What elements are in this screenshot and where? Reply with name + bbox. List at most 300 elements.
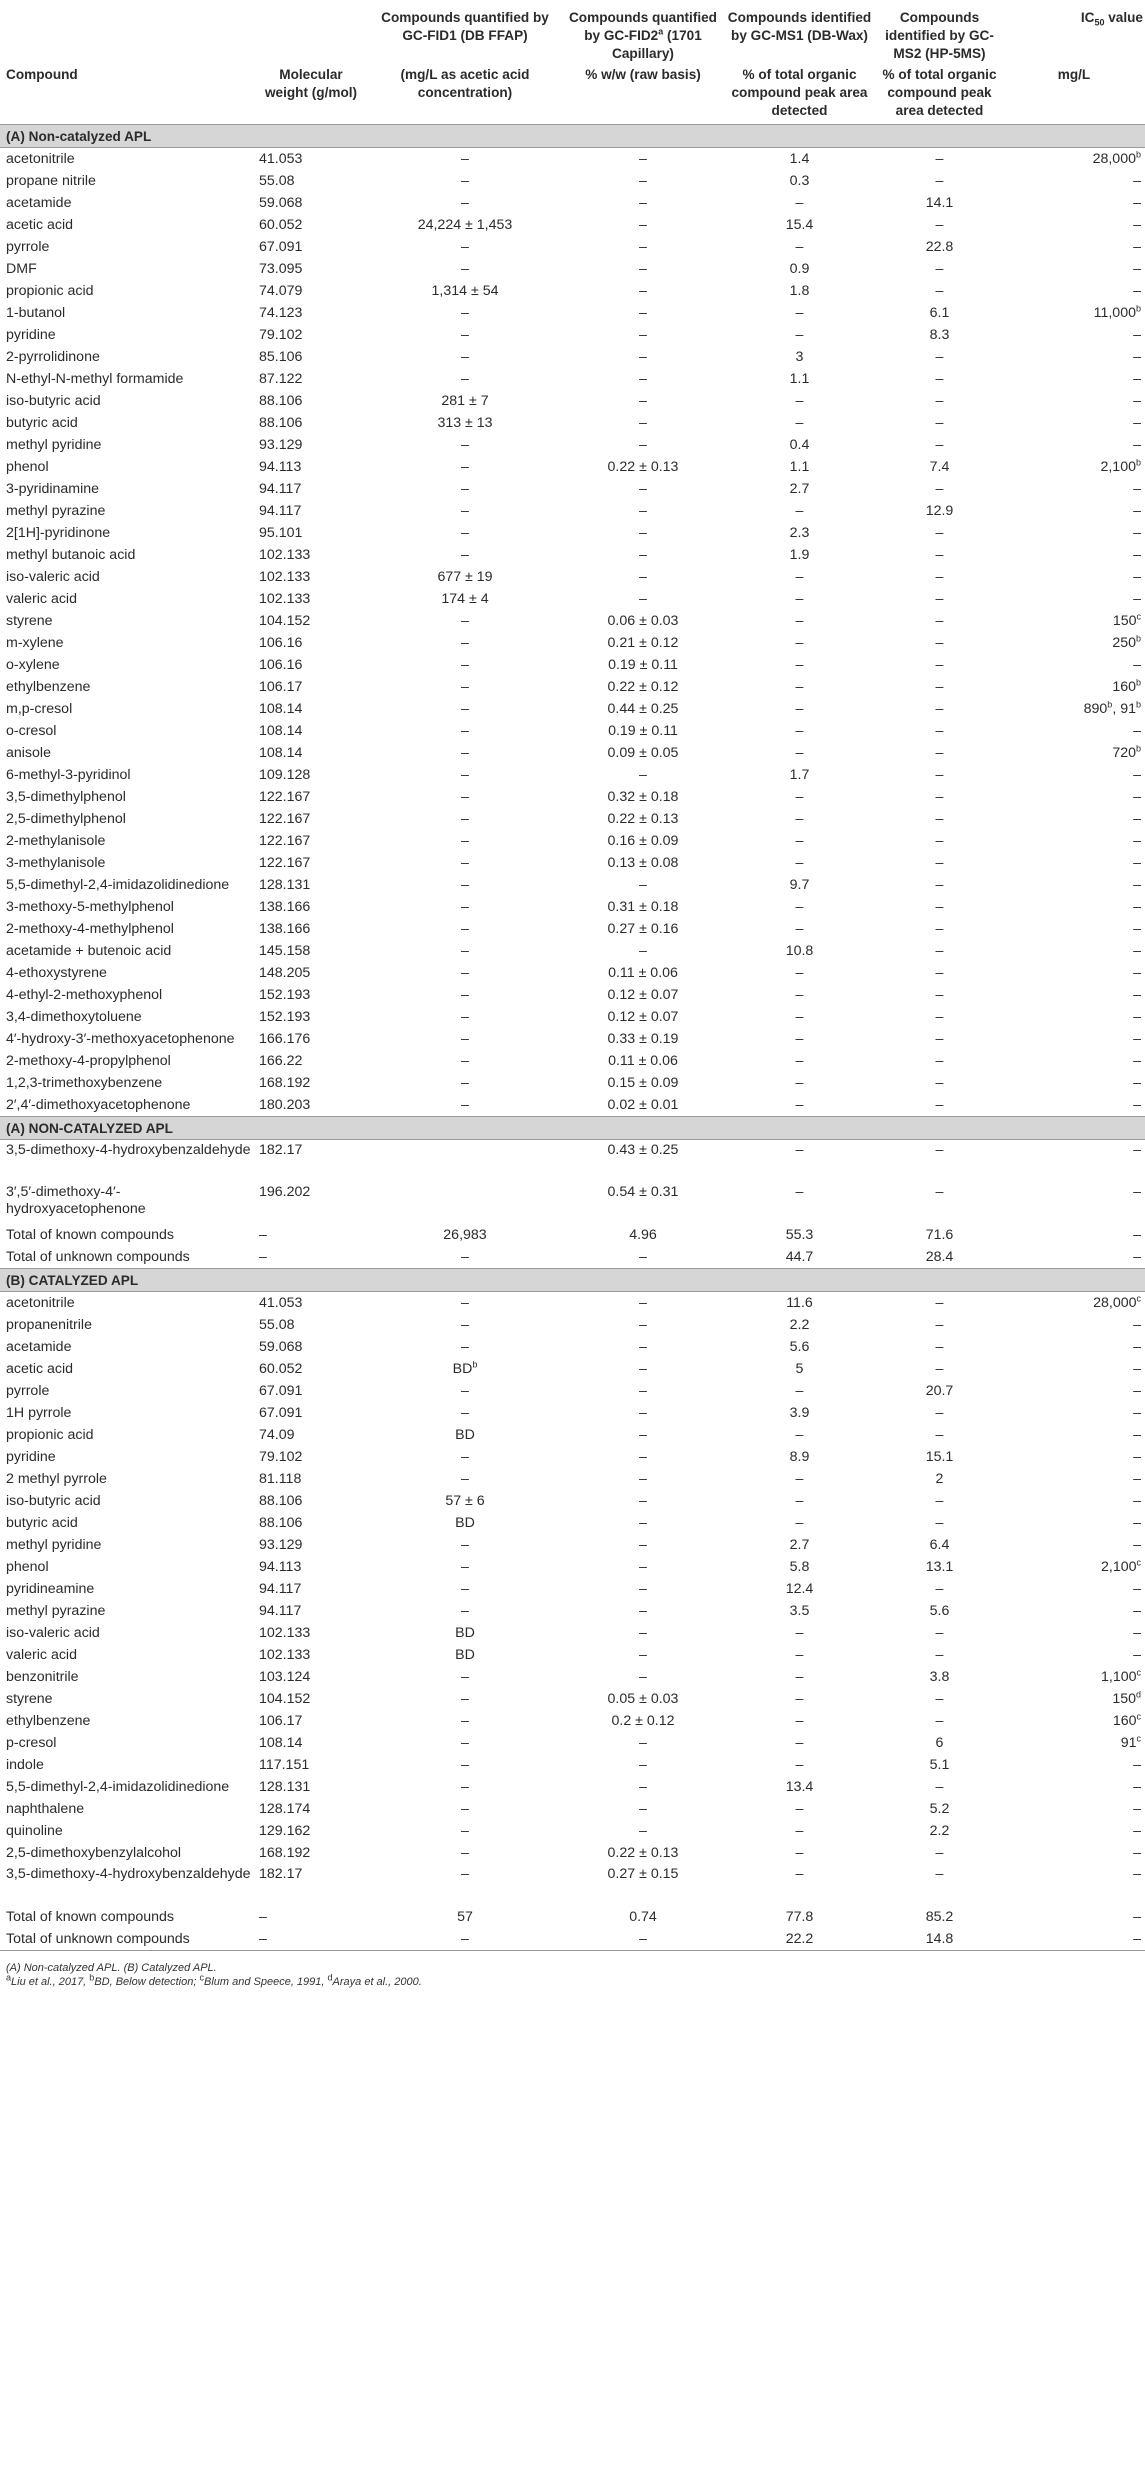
cell-value: – — [461, 1031, 469, 1047]
compound-name-cell — [0, 258, 255, 280]
molecular-weight-cell — [255, 258, 367, 280]
ic50-cell — [1003, 1072, 1145, 1094]
cell-value: 0.05 ± 0.03 — [607, 1691, 679, 1707]
cell-value: 250 — [1112, 635, 1136, 651]
compound-name-cell — [0, 632, 255, 654]
cell-value: 108.14 — [259, 723, 303, 739]
table-row — [0, 324, 1145, 346]
table-row — [0, 984, 1145, 1006]
cell-value: iso-valeric acid — [6, 1625, 100, 1641]
table-row — [0, 1094, 1145, 1117]
cell-value: 281 ± 7 — [441, 393, 489, 409]
compound-name-cell — [0, 676, 255, 698]
cell-value: – — [639, 283, 647, 299]
cell-value: 2[1H]-pyridinone — [6, 525, 111, 541]
cell-value: 180.203 — [259, 1097, 311, 1113]
cell-value: 0.02 ± 0.01 — [607, 1097, 679, 1113]
cell-value: – — [461, 327, 469, 343]
gc-fid2-cell — [563, 1644, 723, 1666]
cell-value: 28,000 — [1092, 151, 1136, 167]
cell-value: – — [461, 1537, 469, 1553]
ic50-cell — [1003, 808, 1145, 830]
gc-fid1-cell — [367, 258, 563, 280]
molecular-weight-cell — [255, 1402, 367, 1424]
molecular-weight-cell — [255, 786, 367, 808]
cell-value: – — [1133, 1603, 1141, 1619]
cell-value: – — [461, 701, 469, 717]
compound-name-cell — [0, 1072, 255, 1094]
cell-value: – — [639, 1295, 647, 1311]
table-row — [0, 1534, 1145, 1556]
molecular-weight-cell — [255, 1600, 367, 1622]
cell-value: – — [1133, 1931, 1141, 1947]
gc-ms1-cell — [723, 412, 876, 434]
gc-fid2-cell — [563, 830, 723, 852]
ic50-cell — [1003, 566, 1145, 588]
cell-value: 102.133 — [259, 1647, 311, 1663]
cell-value: valeric acid — [6, 1647, 77, 1663]
cell-value: – — [1133, 1383, 1141, 1399]
compound-name-cell — [0, 1600, 255, 1622]
gc-ms1-cell — [723, 390, 876, 412]
table-row — [0, 610, 1145, 632]
cell-value: – — [795, 1757, 804, 1773]
gc-ms1-cell — [723, 654, 876, 676]
gc-ms1-cell — [723, 1314, 876, 1336]
cell-value: N-ethyl-N-methyl formamide — [6, 371, 184, 387]
molecular-weight-cell — [255, 874, 367, 896]
gc-ms2-cell — [876, 1446, 1003, 1468]
gc-ms1-cell — [723, 1336, 876, 1358]
compound-name-cell — [0, 896, 255, 918]
molecular-weight-cell — [255, 148, 367, 171]
cell-value: – — [795, 745, 804, 761]
section-header-row — [0, 125, 1145, 148]
molecular-weight-cell — [255, 896, 367, 918]
cell-value: 85.2 — [925, 1909, 954, 1925]
compound-name-cell — [0, 918, 255, 940]
table-row — [0, 478, 1145, 500]
gc-ms1-cell — [723, 148, 876, 171]
gc-fid1-cell — [367, 1050, 563, 1072]
cell-value: 6.1 — [929, 305, 950, 321]
cell-value: 102.133 — [259, 569, 311, 585]
gc-ms1-cell — [723, 1928, 876, 1951]
molecular-weight-cell — [255, 500, 367, 522]
gc-ms1-cell — [723, 1906, 876, 1928]
gc-ms1-cell — [723, 610, 876, 632]
compound-name-cell — [0, 192, 255, 214]
cell-value: – — [935, 437, 944, 453]
cell-value: 0.12 ± 0.07 — [607, 1009, 679, 1025]
cell-value: – — [639, 1581, 647, 1597]
cell-value: – — [935, 613, 944, 629]
cell-value: 94.113 — [259, 1559, 302, 1575]
cell-value: 2,100 — [1100, 459, 1136, 475]
cell-value: 11.6 — [786, 1295, 813, 1311]
compound-name-cell — [0, 1776, 255, 1798]
cell-value: 106.16 — [259, 657, 303, 673]
cell-value: 88.106 — [259, 393, 303, 409]
gc-fid1-cell — [367, 1864, 563, 1906]
compound-name-cell — [0, 1140, 255, 1183]
cell-value: 3.8 — [929, 1669, 950, 1685]
cell-value: – — [1133, 547, 1141, 563]
gc-fid2-cell — [563, 1512, 723, 1534]
ic50-cell — [1003, 588, 1145, 610]
compound-name-cell — [0, 566, 255, 588]
cell-value: – — [1133, 921, 1141, 937]
cell-value: – — [1133, 1075, 1141, 1091]
cell-value: – — [1133, 1537, 1141, 1553]
section-title: (A) NON-CATALYZED APL — [0, 1117, 1145, 1140]
ic50-cell — [1003, 940, 1145, 962]
footnote-mark: c — [1136, 1733, 1141, 1744]
gc-ms2-cell — [876, 1224, 1003, 1246]
gc-fid2-cell — [563, 346, 723, 368]
header-ic-text: IC — [1080, 10, 1095, 25]
table-row — [0, 214, 1145, 236]
gc-ms1-cell — [723, 1072, 876, 1094]
gc-fid2-cell — [563, 588, 723, 610]
compound-name-cell — [0, 1224, 255, 1246]
gc-fid1-cell — [367, 1754, 563, 1776]
cell-value: BD — [455, 1515, 475, 1531]
cell-value: – — [795, 1845, 804, 1861]
gc-fid1-cell — [367, 390, 563, 412]
cell-value: – — [1133, 1757, 1141, 1773]
cell-value: DMF — [6, 261, 37, 277]
cell-value: – — [639, 173, 647, 189]
cell-value: – — [639, 151, 647, 167]
gc-fid2-cell — [563, 236, 723, 258]
molecular-weight-cell — [255, 544, 367, 566]
cell-value: methyl pyridine — [6, 437, 102, 453]
cell-value: – — [461, 833, 469, 849]
cell-value: – — [1133, 965, 1141, 981]
compound-name-cell — [0, 1578, 255, 1600]
cell-value: – — [1133, 1097, 1141, 1113]
cell-value: – — [461, 877, 469, 893]
cell-value: – — [935, 1581, 944, 1597]
cell-value: 128.174 — [259, 1801, 311, 1817]
molecular-weight-cell — [255, 1688, 367, 1710]
compound-name-cell — [0, 1094, 255, 1117]
cell-value: 60.052 — [259, 1361, 303, 1377]
cell-value: – — [935, 1515, 944, 1531]
cell-value: 95.101 — [259, 525, 303, 541]
cell-value: 106.16 — [259, 635, 303, 651]
gc-ms2-cell — [876, 1358, 1003, 1380]
cell-value: 67.091 — [259, 239, 303, 255]
gc-fid1-cell — [367, 1336, 563, 1358]
cell-value: 109.128 — [259, 767, 311, 783]
gc-fid1-cell — [367, 1534, 563, 1556]
cell-value: – — [795, 811, 804, 827]
footnote-mark: b — [1135, 149, 1141, 160]
cell-value: – — [1133, 1647, 1141, 1663]
gc-ms2-cell — [876, 984, 1003, 1006]
cell-value: – — [935, 261, 944, 277]
cell-value: 15.4 — [785, 217, 814, 233]
cell-value: – — [461, 1471, 469, 1487]
footnote-line-2 — [6, 1972, 1145, 1989]
ic50-cell — [1003, 500, 1145, 522]
gc-ms1-cell — [723, 1864, 876, 1906]
cell-value: butyric acid — [6, 1515, 78, 1531]
cell-value: 5.6 — [789, 1339, 810, 1355]
compound-name-cell — [0, 1906, 255, 1928]
cell-value: 13.1 — [925, 1559, 954, 1575]
cell-value: – — [1133, 437, 1141, 453]
cell-value: 2-methoxy-4-methylphenol — [6, 921, 174, 937]
ic50-cell — [1003, 192, 1145, 214]
compound-name-cell — [0, 1556, 255, 1578]
gc-fid1-cell — [367, 236, 563, 258]
compound-name-cell — [0, 346, 255, 368]
compound-name-cell — [0, 808, 255, 830]
cell-value: naphthalene — [6, 1801, 85, 1817]
table-row — [0, 1556, 1145, 1578]
compound-name-cell — [0, 720, 255, 742]
molecular-weight-cell — [255, 742, 367, 764]
gc-fid1-cell — [367, 1928, 563, 1951]
cell-value: 129.162 — [259, 1823, 311, 1839]
gc-ms2-cell — [876, 302, 1003, 324]
gc-fid2-cell — [563, 1688, 723, 1710]
gc-fid2-cell — [563, 368, 723, 390]
cell-value: ethylbenzene — [6, 1713, 91, 1729]
ic50-cell — [1003, 1490, 1145, 1512]
gc-fid1-cell — [367, 962, 563, 984]
cell-value: – — [795, 899, 804, 915]
cell-value: 8.9 — [789, 1449, 810, 1465]
cell-value: – — [461, 987, 469, 1003]
cell-value: 174 ± 4 — [441, 591, 489, 607]
gc-ms2-cell — [876, 1842, 1003, 1864]
cell-value: – — [795, 1075, 804, 1091]
compound-name-cell — [0, 1292, 255, 1315]
gc-fid2-cell — [563, 1224, 723, 1246]
cell-value: – — [461, 195, 469, 211]
cell-value: – — [1133, 1142, 1141, 1158]
compound-name-cell — [0, 698, 255, 720]
cell-value: – — [795, 327, 804, 343]
cell-value: 150 — [1112, 1691, 1136, 1707]
table-row — [0, 1072, 1145, 1094]
footnote-mark: b — [1107, 699, 1113, 710]
ic50-cell — [1003, 148, 1145, 171]
cell-value: 122.167 — [259, 789, 311, 805]
cell-value: 0.4 — [789, 437, 810, 453]
cell-value: 24,224 ± 1,453 — [417, 217, 513, 233]
cell-value: 5.6 — [929, 1603, 950, 1619]
gc-ms2-cell — [876, 1798, 1003, 1820]
cell-value: – — [935, 1713, 944, 1729]
gc-fid1-cell — [367, 456, 563, 478]
cell-value: – — [935, 1493, 944, 1509]
cell-value: 104.152 — [259, 613, 311, 629]
gc-fid1-cell — [367, 1512, 563, 1534]
cell-value: – — [935, 1339, 944, 1355]
table-row — [0, 1710, 1145, 1732]
cell-value: – — [461, 1249, 469, 1265]
ic50-cell — [1003, 720, 1145, 742]
ic50-cell — [1003, 874, 1145, 896]
gc-fid1-cell — [367, 1776, 563, 1798]
molecular-weight-cell — [255, 676, 367, 698]
cell-value: 67.091 — [259, 1383, 303, 1399]
footnote-text: Blum and Speece, 1991, — [203, 1976, 328, 1988]
cell-value: – — [1133, 1427, 1141, 1443]
gc-fid2-cell — [563, 918, 723, 940]
cell-value: – — [1133, 1361, 1141, 1377]
cell-value: 59.068 — [259, 1339, 303, 1355]
gc-fid1-cell — [367, 478, 563, 500]
compound-name-cell — [0, 1050, 255, 1072]
cell-value: – — [1133, 877, 1141, 893]
molecular-weight-cell — [255, 346, 367, 368]
gc-ms1-cell — [723, 830, 876, 852]
cell-value: – — [795, 195, 804, 211]
cell-value: m-xylene — [6, 635, 64, 651]
header-row-1 — [0, 0, 1145, 66]
cell-value: 41.053 — [259, 1295, 303, 1311]
gc-ms1-cell — [723, 324, 876, 346]
cell-value: 6 — [935, 1735, 944, 1751]
header-fid2-tail: (1701 Capillary) — [612, 28, 702, 61]
cell-value: – — [1133, 261, 1141, 277]
cell-value: – — [795, 701, 804, 717]
molecular-weight-cell — [255, 698, 367, 720]
compound-name-cell — [0, 500, 255, 522]
cell-value: – — [639, 1735, 647, 1751]
footnote-text: (A) Non-catalyzed APL. (B) Catalyzed APL. — [6, 1962, 217, 1974]
ic50-cell — [1003, 280, 1145, 302]
cell-value: – — [461, 1735, 469, 1751]
molecular-weight-cell — [255, 1006, 367, 1028]
cell-value: – — [935, 1405, 944, 1421]
gc-ms1-cell — [723, 434, 876, 456]
footnote-mark: c — [1136, 1293, 1141, 1304]
molecular-weight-cell — [255, 1578, 367, 1600]
gc-fid2-cell — [563, 500, 723, 522]
molecular-weight-cell — [255, 1710, 367, 1732]
cell-value: valeric acid — [6, 591, 77, 607]
cell-value: – — [639, 767, 647, 783]
molecular-weight-cell — [255, 764, 367, 786]
cell-value: – — [461, 481, 469, 497]
cell-value: styrene — [6, 1691, 53, 1707]
ic50-cell — [1003, 1622, 1145, 1644]
cell-value: – — [935, 151, 944, 167]
cell-value: Total of unknown compounds — [6, 1931, 190, 1947]
cell-value: 2.2 — [789, 1317, 810, 1333]
footnote-mark: d — [1135, 1689, 1141, 1700]
cell-value: – — [461, 459, 469, 475]
table-row — [0, 456, 1145, 478]
molecular-weight-cell — [255, 214, 367, 236]
cell-value: – — [795, 1823, 804, 1839]
cell-value: – — [935, 349, 944, 365]
gc-ms1-cell — [723, 566, 876, 588]
cell-value: – — [1133, 1625, 1141, 1641]
cell-value: 0.21 ± 0.12 — [607, 635, 679, 651]
table-row — [0, 918, 1145, 940]
gc-ms2-cell — [876, 1182, 1003, 1224]
cell-value: – — [795, 1053, 804, 1069]
cell-value: 13.4 — [785, 1779, 814, 1795]
gc-fid1-cell — [367, 1006, 563, 1028]
cell-value: acetamide — [6, 195, 72, 211]
gc-fid2-cell — [563, 1928, 723, 1951]
table-row — [0, 1600, 1145, 1622]
gc-ms1-cell — [723, 742, 876, 764]
gc-fid2-cell — [563, 456, 723, 478]
gc-fid2-cell — [563, 984, 723, 1006]
cell-value: propionic acid — [6, 283, 94, 299]
gc-ms1-cell — [723, 1446, 876, 1468]
cell-value: – — [795, 657, 804, 673]
cell-value: 0.16 ± 0.09 — [607, 833, 679, 849]
gc-ms1-cell — [723, 1754, 876, 1776]
header-cell: % w/w (raw basis) — [585, 67, 701, 82]
cell-value: – — [795, 1184, 804, 1200]
cell-value: – — [935, 525, 944, 541]
ic50-cell — [1003, 236, 1145, 258]
gc-ms1-cell — [723, 1292, 876, 1315]
ic50-cell — [1003, 1446, 1145, 1468]
gc-fid1-cell — [367, 1028, 563, 1050]
cell-value: Total of known compounds — [6, 1227, 174, 1243]
gc-fid1-cell — [367, 764, 563, 786]
compound-name-cell — [0, 544, 255, 566]
gc-fid1-cell — [367, 1468, 563, 1490]
cell-value: – — [795, 965, 804, 981]
cell-value: 74.09 — [259, 1427, 295, 1443]
gc-ms1-cell — [723, 984, 876, 1006]
cell-value: – — [795, 613, 804, 629]
cell-value: 3,5-dimethoxy-4-hydroxybenzaldehyde — [6, 1142, 251, 1158]
gc-ms2-cell — [876, 1424, 1003, 1446]
header-cell — [255, 0, 367, 66]
cell-value: 102.133 — [259, 1625, 311, 1641]
gc-fid2-cell — [563, 1006, 723, 1028]
header-ic-tail: value — [1104, 10, 1143, 25]
footnote-mark: b — [1135, 677, 1141, 688]
cell-value: – — [1133, 1779, 1141, 1795]
molecular-weight-cell — [255, 1380, 367, 1402]
cell-value: – — [1133, 173, 1141, 189]
cell-value: 3.9 — [789, 1405, 810, 1421]
table-row — [0, 368, 1145, 390]
molecular-weight-cell — [255, 302, 367, 324]
gc-fid1-cell — [367, 984, 563, 1006]
cell-value: – — [795, 1669, 804, 1685]
gc-fid1-cell — [367, 852, 563, 874]
compound-name-cell — [0, 302, 255, 324]
compound-name-cell — [0, 1512, 255, 1534]
cell-value: iso-butyric acid — [6, 1493, 101, 1509]
cell-value: – — [935, 965, 944, 981]
cell-value: 67.091 — [259, 1405, 303, 1421]
table-row — [0, 940, 1145, 962]
gc-ms2-cell — [876, 588, 1003, 610]
cell-value: – — [639, 1449, 647, 1465]
cell-value: 3-methoxy-5-methylphenol — [6, 899, 174, 915]
cell-value: pyridine — [6, 1449, 56, 1465]
gc-fid2-cell — [563, 566, 723, 588]
